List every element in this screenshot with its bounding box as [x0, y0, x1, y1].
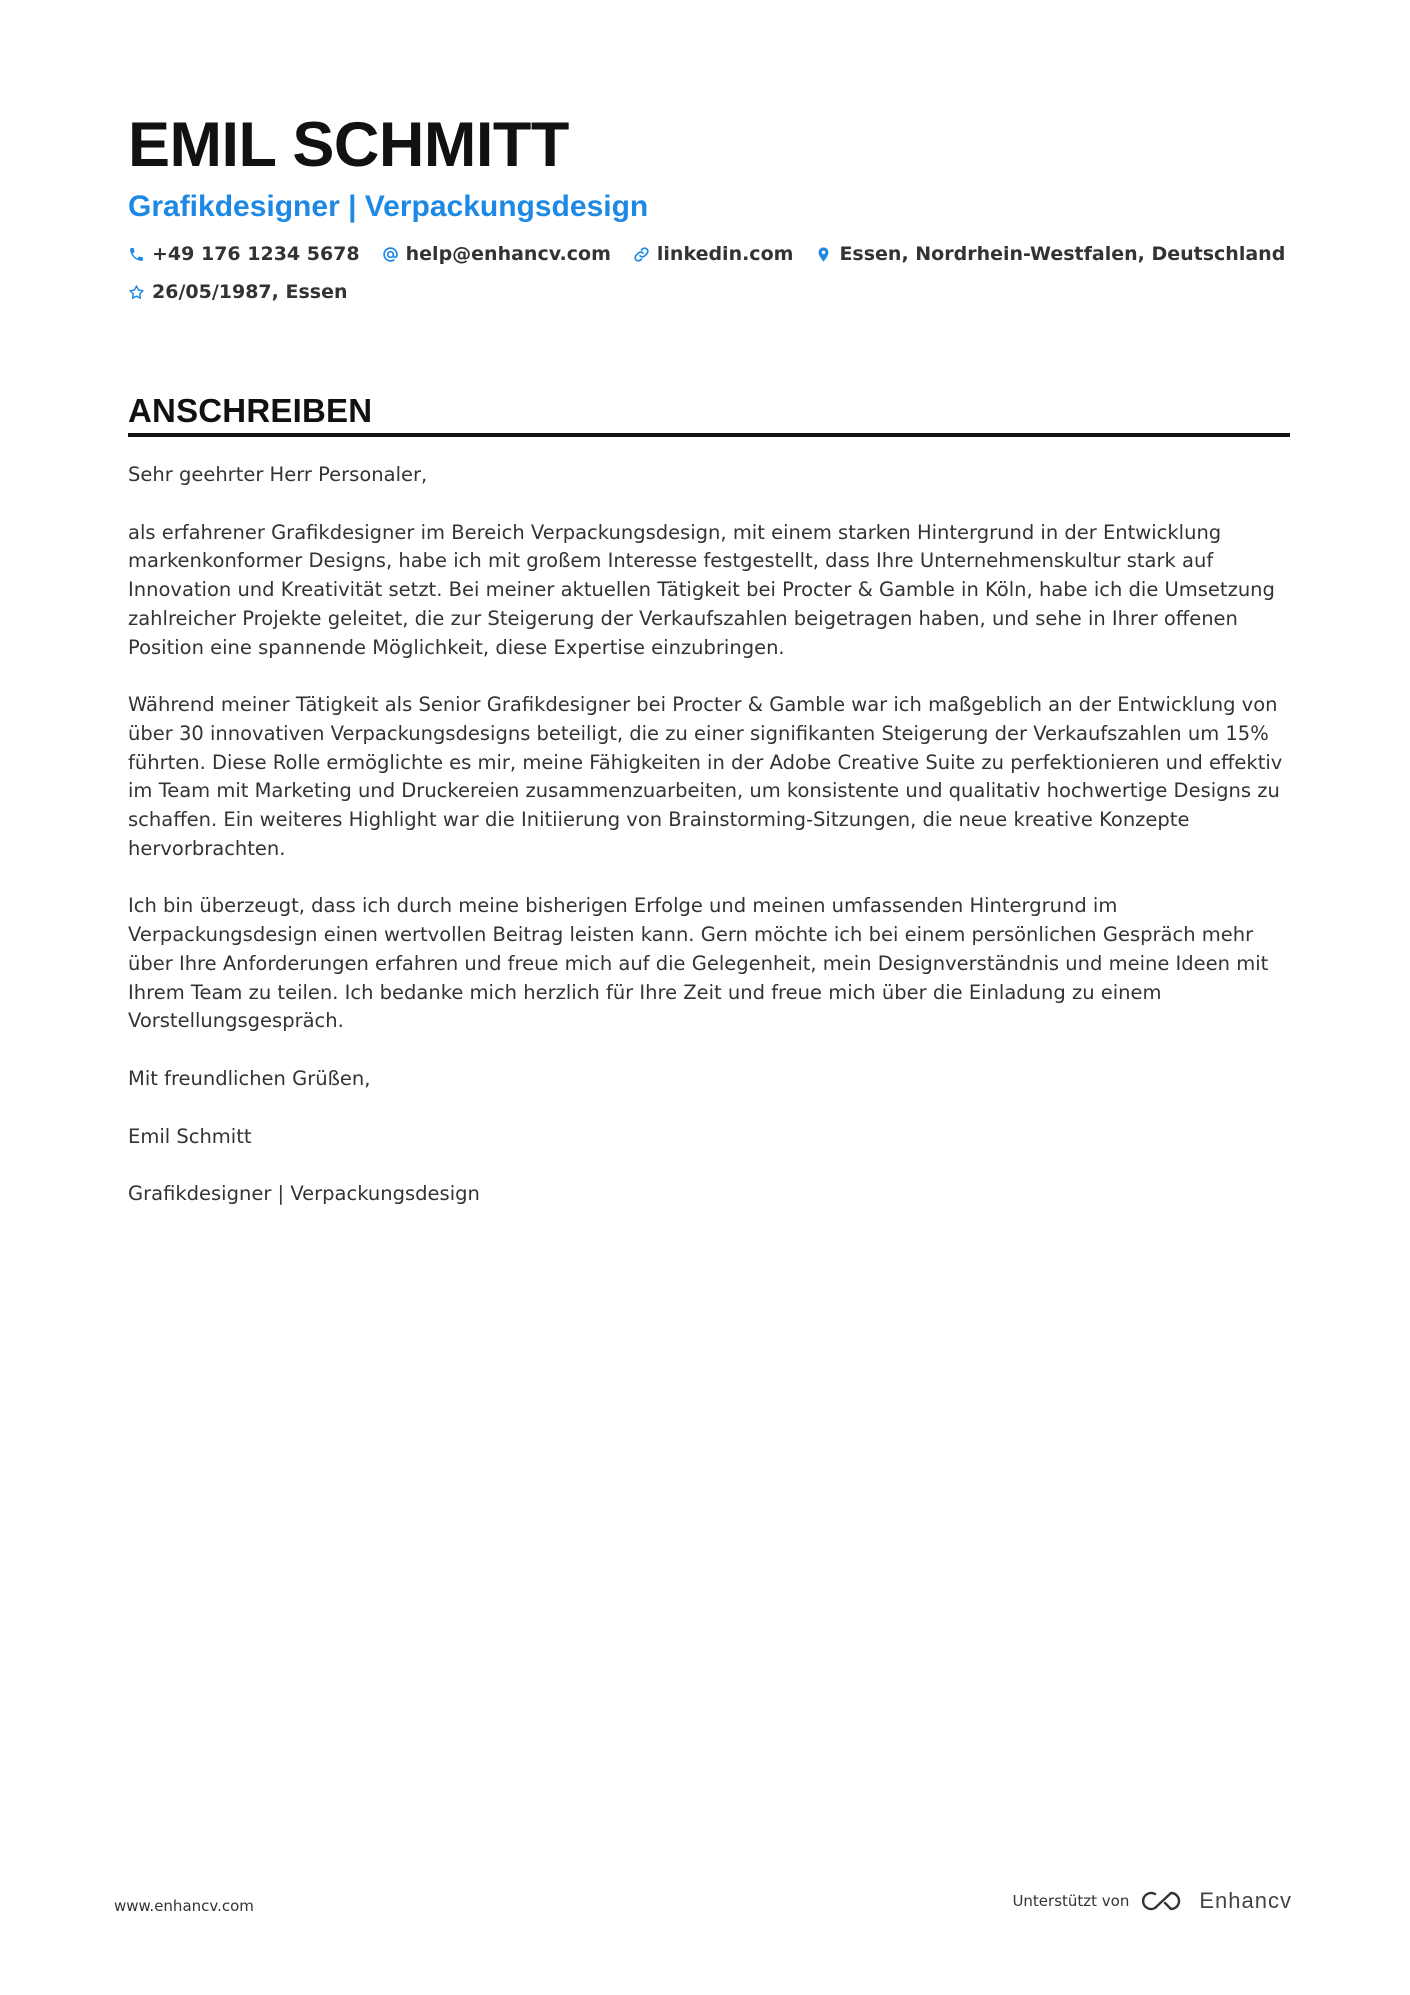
star-icon	[128, 284, 145, 301]
contact-location	[815, 240, 1285, 268]
letter-paragraph: Ich bin überzeugt, dass ich durch meine bisherigen Erfolge und meinen umfassenden Hintergrund im Verpackungsdesign einen wertvollen Beitrag leisten kann. Gern möchte ich bei einem persönlichen Gespräch mehr über Ihre Anforderungen erfahren und freue mich auf die Gelegenheit, mein Designverständnis und meine Ideen mit Ihrem Team zu teilen. Ich bedanke mich herzlich für Ihre Zeit und freue mich über die Einladung zu einem Vorstellungsgespräch.	[128, 894, 1269, 1033]
contact-phone-text: +49 176 1234 5678	[152, 243, 360, 265]
location-pin-icon	[815, 246, 832, 263]
contact-location-text: Essen, Nordrhein-Westfalen, Deutschland	[839, 243, 1286, 265]
cover-letter-section	[128, 391, 1290, 1209]
at-icon	[382, 246, 399, 263]
contact-birth-text: 26/05/1987, Essen	[152, 281, 348, 303]
brand-name: Enhancv	[1199, 1888, 1292, 1913]
section-title: ANSCHREIBEN	[128, 391, 1290, 437]
letter-paragraph: als erfahrener Grafikdesigner im Bereich Verpackungsdesign, mit einem starken Hintergrund in der Entwicklung markenkonformer Designs, habe ich mit großem Interesse festgestellt, dass Ihre Unternehmenskultur stark auf Innovation und Kreativität setzt. Bei meiner aktuellen Tätigkeit bei Procter & Gamble in Köln, habe ich die Umsetzung zahlreicher Projekte geleitet, die zur Steigerung der Verkaufszahlen beigetragen haben, und sehe in Ihrer offenen Position eine spannende Möglichkeit, diese Expertise einzubringen.	[128, 520, 1275, 659]
letter-paragraph: Während meiner Tätigkeit als Senior Grafikdesigner bei Procter & Gamble war ich maßgeblich an der Entwicklung von über 30 innovativen Verpackungsdesigns beteiligt, die zu einer signifikanten Steigerung der Verkaufszahlen um 15% führten. Diese Rolle ermöglichte es mir, meine Fähigkeiten in der Adobe Creative Suite zu perfektionieren und effektiv im Team mit Marketing und Druckereien zusammenzuarbeiten, um konsistente und qualitativ hochwertige Designs zu schaffen. Ein weiteres Highlight war die Initiierung von Brainstorming-Sitzungen, die neue kreative Konzepte hervorbrachten.	[128, 693, 1283, 860]
contact-linkedin[interactable]	[633, 240, 794, 268]
contact-birth	[128, 278, 347, 306]
cover-letter-page	[128, 110, 1290, 1238]
link-icon	[633, 246, 650, 263]
phone-icon	[128, 246, 145, 263]
applicant-name: EMIL SCHMITT	[128, 110, 569, 180]
contact-info	[128, 240, 1290, 306]
contact-linkedin-text: linkedin.com	[656, 243, 794, 265]
signature-name: Emil Schmitt	[128, 1124, 252, 1148]
footer-website[interactable]: www.enhancv.com	[114, 1897, 254, 1915]
contact-phone[interactable]	[128, 240, 360, 268]
signature-title: Grafikdesigner | Verpackungsdesign	[128, 1182, 480, 1206]
contact-email-text: help@enhancv.com	[405, 243, 611, 265]
contact-email[interactable]	[382, 240, 611, 268]
letter-closing: Mit freundlichen Grüßen,	[128, 1066, 371, 1090]
footer-branding[interactable]	[1012, 1888, 1292, 1914]
applicant-headline: Grafikdesigner | Verpackungsdesign	[128, 190, 649, 223]
powered-by-label: Unterstützt von	[1012, 1892, 1130, 1910]
letter-greeting: Sehr geehrter Herr Personaler,	[128, 463, 428, 486]
letter-body	[128, 461, 1290, 1209]
enhancv-logo-icon	[1141, 1888, 1187, 1914]
